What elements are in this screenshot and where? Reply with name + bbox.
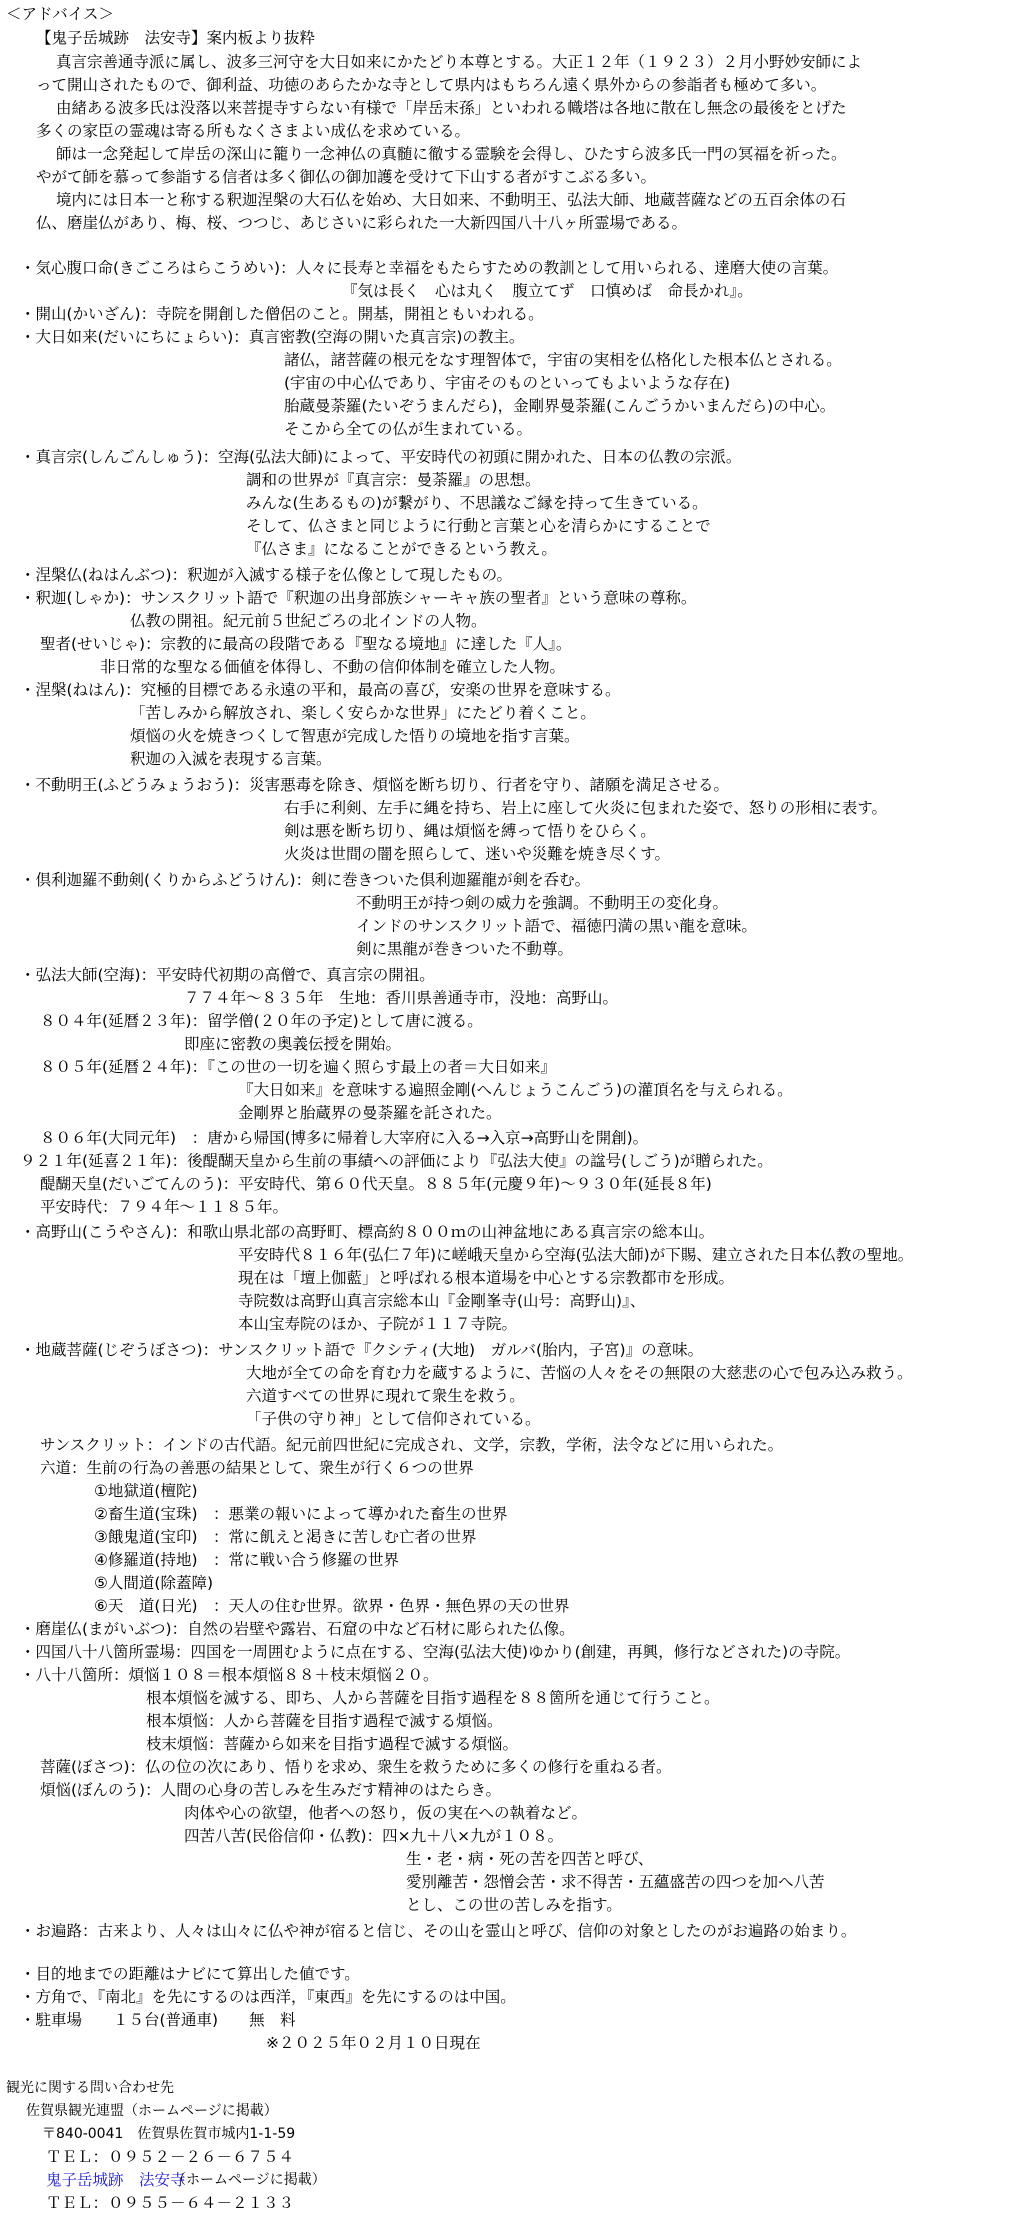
text-line: 平安時代：７９４年～１１８５年。 (40, 1198, 289, 1216)
text-line: ８０６年(大同元年) ：唐から帰国(博多に帰着し大宰府に入る→入京→高野山を開創)。 (40, 1129, 649, 1147)
contact-saga-tourism: 佐賀県観光連盟（ホームページに掲載） (26, 2103, 278, 2119)
contact-saga-address: 〒840-0041 佐賀県佐賀市城内1-1-59 (42, 2126, 296, 2142)
text-line: 真言宗善通寺派に属し、波多三河守を大日如来にかたどり本尊とする。大正１２年（１９２３）２月小野妙安師によ (56, 53, 863, 71)
note-direction: ・方角で、『南北』を先にするのは西洋，『東西』を先にするのは中国。 (20, 1988, 516, 2006)
text-line: やがて師を慕って参詣する信者は多く御仏の御加護を受けて下山する者がすこぶる多い。 (36, 168, 657, 186)
text-line: ②畜生道(宝珠) ：悪業の報いによって導かれた畜生の世界 (94, 1505, 508, 1523)
text-line: って開山されたもので、御利益、功徳のあらたかな寺として県内はもちろん遠く県外からの参詣者も極めて多い。 (36, 76, 827, 94)
text-line: ・真言宗(しんごんしゅう)：空海(弘法大師)によって、平安時代の初頭に開かれた、日本の仏教の宗派。 (20, 448, 742, 466)
text-line: ・開山(かいざん)：寺院を開創した僧侶のこと。開基，開祖ともいわれる。 (20, 305, 544, 323)
text-line: 六道：生前の行為の善悪の結果として、衆生が行く６つの世界 (40, 1459, 474, 1477)
text-line: ・涅槃仏(ねはんぶつ)：釈迦が入滅する様子を仏像として現したもの。 (20, 566, 512, 584)
text-line: ・地蔵菩薩(じぞうぼさつ)：サンスクリット語で『クシティ(大地) ガルバ(胎内，子宮)』の意味。 (20, 1341, 704, 1359)
text-line: ・不動明王(ふどうみょうおう)：災害悪毒を除き、煩悩を断ち切り、行者を守り、諸願を満足させる。 (20, 776, 729, 794)
contact-heading: 観光に関する問い合わせ先 (6, 2080, 174, 2096)
text-line: 火炎は世間の闇を照らして、迷いや災難を焼き尽くす。 (284, 845, 670, 863)
text-line: ①地獄道(檀陀) (94, 1482, 198, 1500)
text-line: 本山宝寿院のほか、子院が１１７寺院。 (238, 1315, 518, 1333)
text-line: ・弘法大師(空海)：平安時代初期の高僧で、真言宗の開祖。 (20, 966, 435, 984)
text-line: ９２１年(延喜２１年)：後醍醐天皇から生前の事績への評価により『弘法大使』の諡号(しごう)が贈られた。 (20, 1152, 773, 1170)
text-line: ７７４年～８３５年 生地：香川県善通寺市，没地：高野山。 (184, 989, 619, 1007)
text-line: 剣は悪を断ち切り、縄は煩悩を縛って悟りをひらく。 (284, 822, 656, 840)
text-line: ・磨崖仏(まがいぶつ)：自然の岩壁や露岩、石窟の中など石材に彫られた仏像。 (20, 1620, 575, 1638)
text-line: 根本煩悩：人から菩薩を目指す過程で滅する煩悩。 (146, 1712, 503, 1730)
text-line: ・四国八十八箇所霊場：四国を一周囲むように点在する、空海(弘法大使)ゆかり(創建，再興，修行などされた)の寺院。 (20, 1643, 851, 1661)
text-line: 「子供の守り神」として信仰されている。 (246, 1410, 541, 1428)
text-line: 根本煩悩を滅する、即ち、人から菩薩を目指す過程を８８箇所を通じて行うこと。 (146, 1689, 720, 1707)
text-line: ③餓鬼道(宝印) ：常に飢えと渇きに苦しむ亡者の世界 (94, 1528, 477, 1546)
text-line: 諸仏，諸菩薩の根元をなす理智体で，宇宙の実相を仏格化した根本仏とされる。 (284, 351, 842, 369)
text-line: 大地が全ての命を育む力を蔵するように、苦悩の人々をその無限の大慈悲の心で包み込み救う。 (246, 1364, 913, 1382)
text-line: ８０５年(延暦２４年)：『この世の一切を遍く照らす最上の者＝大日如来』 (40, 1058, 556, 1076)
text-line: 肉体や心の欲望，他者への怒り，仮の実在への執着など。 (184, 1804, 588, 1822)
contact-temple-tel: ＴＥＬ：０９５５－６４－２１３３ (46, 2194, 295, 2212)
text-line: インドのサンスクリット語で、福徳円満の黒い龍を意味。 (356, 917, 757, 935)
text-line: みんな(生あるもの)が繋がり、不思議なご縁を持って生きている。 (246, 494, 708, 512)
text-line: 煩悩の火を焼きつくして智恵が完成した悟りの境地を指す言葉。 (130, 727, 580, 745)
text-line: 不動明王が持つ剣の威力を強調。不動明王の変化身。 (356, 894, 729, 912)
text-line: 多くの家臣の霊魂は寄る所もなくさまよい成仏を求めている。 (36, 122, 471, 140)
text-line: 煩悩(ぼんのう)：人間の心身の苦しみを生みだす精神のはたらき。 (40, 1781, 501, 1799)
text-line: 生・老・病・死の苦を四苦と呼び、 (406, 1850, 654, 1868)
text-line: ・釈迦(しゃか)：サンスクリット語で『釈迦の出身部族シャーキャ族の聖者』という意味の尊称。 (20, 589, 697, 607)
advice-heading: ＜アドバイス＞ (6, 5, 115, 23)
text-line: (宇宙の中心仏であり、宇宙そのものといってもよいような存在) (284, 374, 731, 392)
text-line: とし、この世の苦しみを指す。 (406, 1896, 622, 1914)
text-line: 剣に黒龍が巻きついた不動尊。 (356, 940, 574, 958)
text-line: 平安時代８１６年(弘仁７年)に嵯峨天皇から空海(弘法大師)が下賜、建立された日本仏教の聖地。 (238, 1246, 914, 1264)
text-line: ・倶利迦羅不動剣(くりからふどうけん)：剣に巻きついた倶利迦羅龍が剣を呑む。 (20, 871, 591, 889)
note-date: ※２０２５年０２月１０日現在 (266, 2034, 481, 2052)
contact-temple-note: （ホームページに掲載） (172, 2172, 326, 2188)
text-line: 釈迦の入滅を表現する言葉。 (130, 750, 332, 768)
text-line: ・涅槃(ねはん)：究極的目標である永遠の平和，最高の喜び，安楽の世界を意味する。 (20, 681, 621, 699)
text-line: 金剛界と胎蔵界の曼荼羅を託された。 (238, 1104, 502, 1122)
text-line: ④修羅道(持地) ：常に戦い合う修羅の世界 (94, 1551, 399, 1569)
text-line: 非日常的な聖なる価値を体得し、不動の信仰体制を確立した人物。 (100, 658, 566, 676)
text-line: そこから全ての仏が生まれている。 (284, 420, 533, 438)
contact-temple-link[interactable]: 鬼子岳城跡 法安寺 (46, 2171, 186, 2189)
text-line: 『大日如来』を意味する遍照金剛(へんじょうこんごう)の灌頂名を与えられる。 (238, 1081, 793, 1099)
text-line: 聖者(せいじゃ)：宗教的に最高の段階である『聖なる境地』に達した『人』。 (40, 635, 572, 653)
contact-saga-tel: ＴＥＬ：０９５２－２６－６７５４ (46, 2148, 295, 2166)
text-line: ８０４年(延暦２３年)：留学僧(２０年の予定)として唐に渡る。 (40, 1012, 483, 1030)
text-line: 境内には日本一と称する釈迦涅槃の大石仏を始め、大日如来、不動明王、弘法大師、地蔵菩薩などの五百余体の石 (56, 191, 846, 209)
text-line: 四苦八苦(民俗信仰・仏教)：四×九＋八×九が１０８。 (184, 1827, 564, 1845)
text-line: 右手に利剣、左手に縄を持ち、岩上に座して火炎に包まれた姿で、怒りの形相に表す。 (284, 799, 887, 817)
note-distance: ・目的地までの距離はナビにて算出した値です。 (20, 1965, 360, 1983)
note-parking: ・駐車場 １５台(普通車) 無 料 (20, 2011, 296, 2029)
text-line: 『気は長く 心は丸く 腹立てず 口慎めば 命長かれ』。 (342, 282, 753, 300)
text-line: ・大日如来(だいにちにょらい)：真言密教(空海の開いた真言宗)の教主。 (20, 328, 525, 346)
text-line: ・八十八箇所：煩悩１０８＝根本煩悩８８＋枝末煩悩２０。 (20, 1666, 439, 1684)
text-line: ・お遍路：古来より、人々は山々に仏や神が宿ると信じ、その山を霊山と呼び、信仰の対象としたのがお遍路の始まり。 (20, 1922, 857, 1940)
text-line: 寺院数は高野山真言宗総本山『金剛峯寺(山号：高野山)』、 (238, 1292, 646, 1310)
text-line: 由緒ある波多氏は没落以来菩提寺すらない有様で「岸岳末孫」といわれる幟塔は各地に散在し無念の最後をとげた (56, 99, 847, 117)
text-line: 愛別離苦・怨憎会苦・求不得苦・五蘊盛苦の四つを加へ八苦 (406, 1873, 825, 1891)
text-line: そして、仏さまと同じように行動と言葉と心を清らかにすることで (246, 517, 711, 535)
text-line: 胎蔵曼荼羅(たいぞうまんだら)，金剛界曼荼羅(こんごうかいまんだら)の中心。 (284, 397, 836, 415)
text-line: 仏、磨崖仏があり、梅、桜、つつじ、あじさいに彩られた一大新四国八十八ヶ所霊場である。 (36, 214, 688, 232)
text-line: 師は一念発起して岸岳の深山に籠り一念神仏の真髄に徹する霊験を会得し、ひたすら波多氏一門の冥福を祈った。 (56, 145, 847, 163)
text-line: ⑤人間道(除蓋障) (94, 1574, 213, 1592)
text-line: ⑥天 道(日光) ：天人の住む世界。欲界・色界・無色界の天の世界 (94, 1597, 570, 1615)
text-line: サンスクリット：インドの古代語。紀元前四世紀に完成され、文学，宗教，学術，法令などに用いられた。 (40, 1436, 784, 1454)
text-line: 「苦しみから解放され、楽しく安らかな世界」にたどり着くこと。 (130, 704, 596, 722)
signboard-title: 【鬼子岳城跡 法安寺】案内板より抜粋 (36, 29, 316, 47)
text-line: 現在は「壇上伽藍」と呼ばれる根本道場を中心とする宗教都市を形成。 (238, 1269, 735, 1287)
text-line: 菩薩(ぼさつ)：仏の位の次にあり、悟りを求め、衆生を救うために多くの修行を重ねる者。 (40, 1758, 672, 1776)
text-line: 仏教の開祖。紀元前５世紀ごろの北インドの人物。 (130, 612, 487, 630)
text-line: ・高野山(こうやさん)：和歌山県北部の高野町、標高約８００ｍの山神盆地にある真言宗の総本山。 (20, 1223, 715, 1241)
text-line: ・気心腹口命(きごころはらこうめい)：人々に長寿と幸福をもたらすための教訓として用いられる、達磨大使の言葉。 (20, 259, 839, 277)
text-line: 調和の世界が『真言宗：曼荼羅』の思想。 (246, 471, 541, 489)
text-line: 『仏さま』になることができるという教え。 (246, 540, 557, 558)
text-line: 枝末煩悩：菩薩から如来を目指す過程で滅する煩悩。 (146, 1735, 519, 1753)
text-line: 六道すべての世界に現れて衆生を救う。 (246, 1387, 525, 1405)
text-line: 即座に密教の奥義伝授を開始。 (184, 1035, 402, 1053)
text-line: 醍醐天皇(だいごてんのう)：平安時代、第６０代天皇。８８５年(元慶９年)～９３０年(延長８年) (40, 1175, 712, 1193)
